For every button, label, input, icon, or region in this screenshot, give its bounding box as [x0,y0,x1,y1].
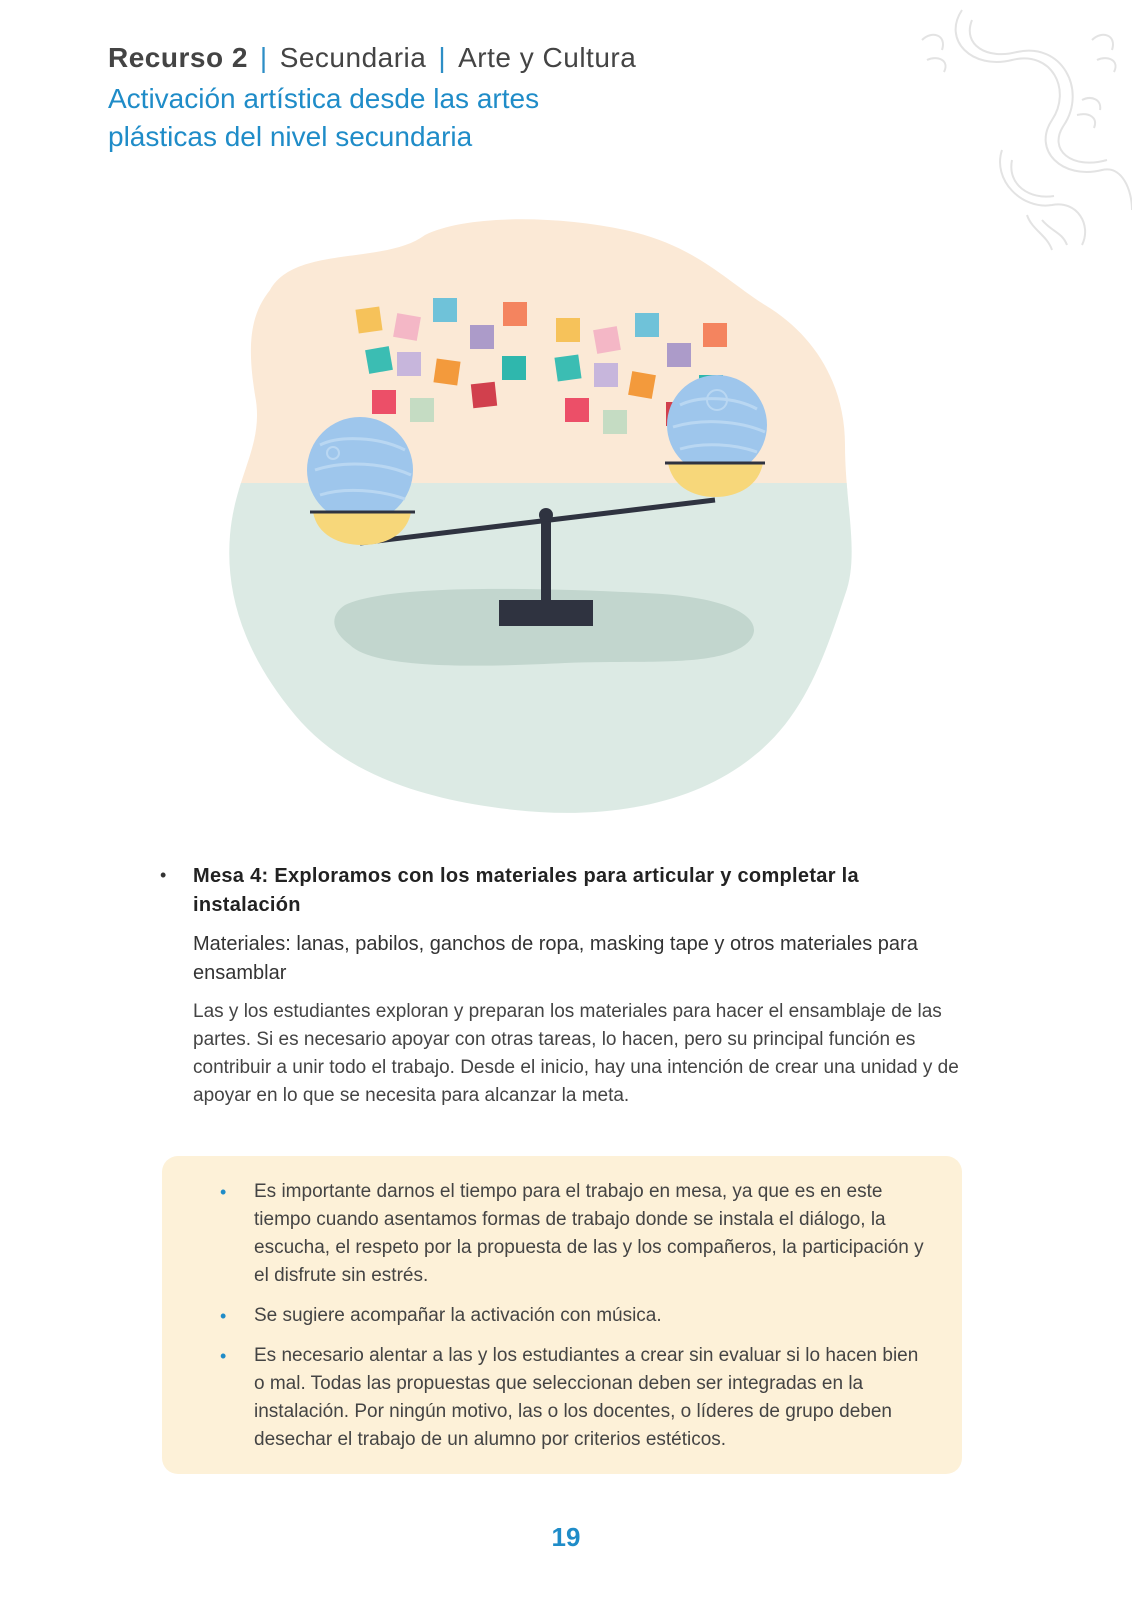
bullet-icon: • [160,865,167,885]
mesa-section [160,862,960,1110]
notes-box [162,1156,962,1474]
list-item [220,1342,932,1454]
scale-base [499,600,593,626]
note-text: Es importante darnos el tiempo para el trabajo en mesa, ya que es en este tiempo cuando asentamos formas de trabajo donde se instala el diálogo, la escucha, el respeto por la propuesta de las y los compañeros, la participación y el disfrute sin estrés. [254,1181,924,1286]
page-header [108,42,888,156]
title-line-2: plásticas del nivel secundaria [108,121,473,152]
list-item [220,1178,932,1290]
level-label: Secundaria [279,42,427,73]
page-number: 19 [551,1522,581,1552]
page-title [108,80,668,156]
corner-decoration-icon [902,0,1132,260]
header-breadcrumb [108,42,888,74]
separator: | [259,42,268,73]
balance-scale-illustration [225,215,875,830]
title-line-1: Activación artística desde las artes [108,83,540,114]
mesa-item [160,862,960,1110]
separator: | [438,42,447,73]
note-text: Se sugiere acompañar la activación con música. [254,1305,662,1326]
mesa-title: Mesa 4: Exploramos con los materiales para articular y completar la instalación [193,865,859,916]
bullet-icon: • [220,1306,227,1326]
resource-label: Recurso 2 [108,42,248,73]
bullet-icon: • [220,1182,227,1202]
mesa-description: Las y los estudiantes exploran y preparan los materiales para hacer el ensamblaje de las partes. Si es necesario apoyar con otras tareas, lo hacen, pero su principal función es contribuir a unir todo el trabajo. Desde el inicio, hay una intención de crear una unidad y de apoyar en lo que se necesita para alcanzar la meta. [193,1001,959,1106]
notes-list [162,1156,962,1454]
mesa-materials: Materiales: lanas, pabilos, ganchos de ropa, masking tape y otros materiales para ensamblar [193,933,918,984]
area-label: Arte y Cultura [458,42,637,73]
list-item [220,1302,932,1330]
bullet-icon: • [220,1346,227,1366]
note-text: Es necesario alentar a las y los estudiantes a crear sin evaluar si lo hacen bien o mal. Todas las propuestas que seleccionan deben ser integradas en la instalación. Por ningún motivo, las o los docentes, o líderes de grupo deben desechar el trabajo de un alumno por criterios estéticos. [254,1345,919,1450]
scale-pivot [539,508,553,522]
